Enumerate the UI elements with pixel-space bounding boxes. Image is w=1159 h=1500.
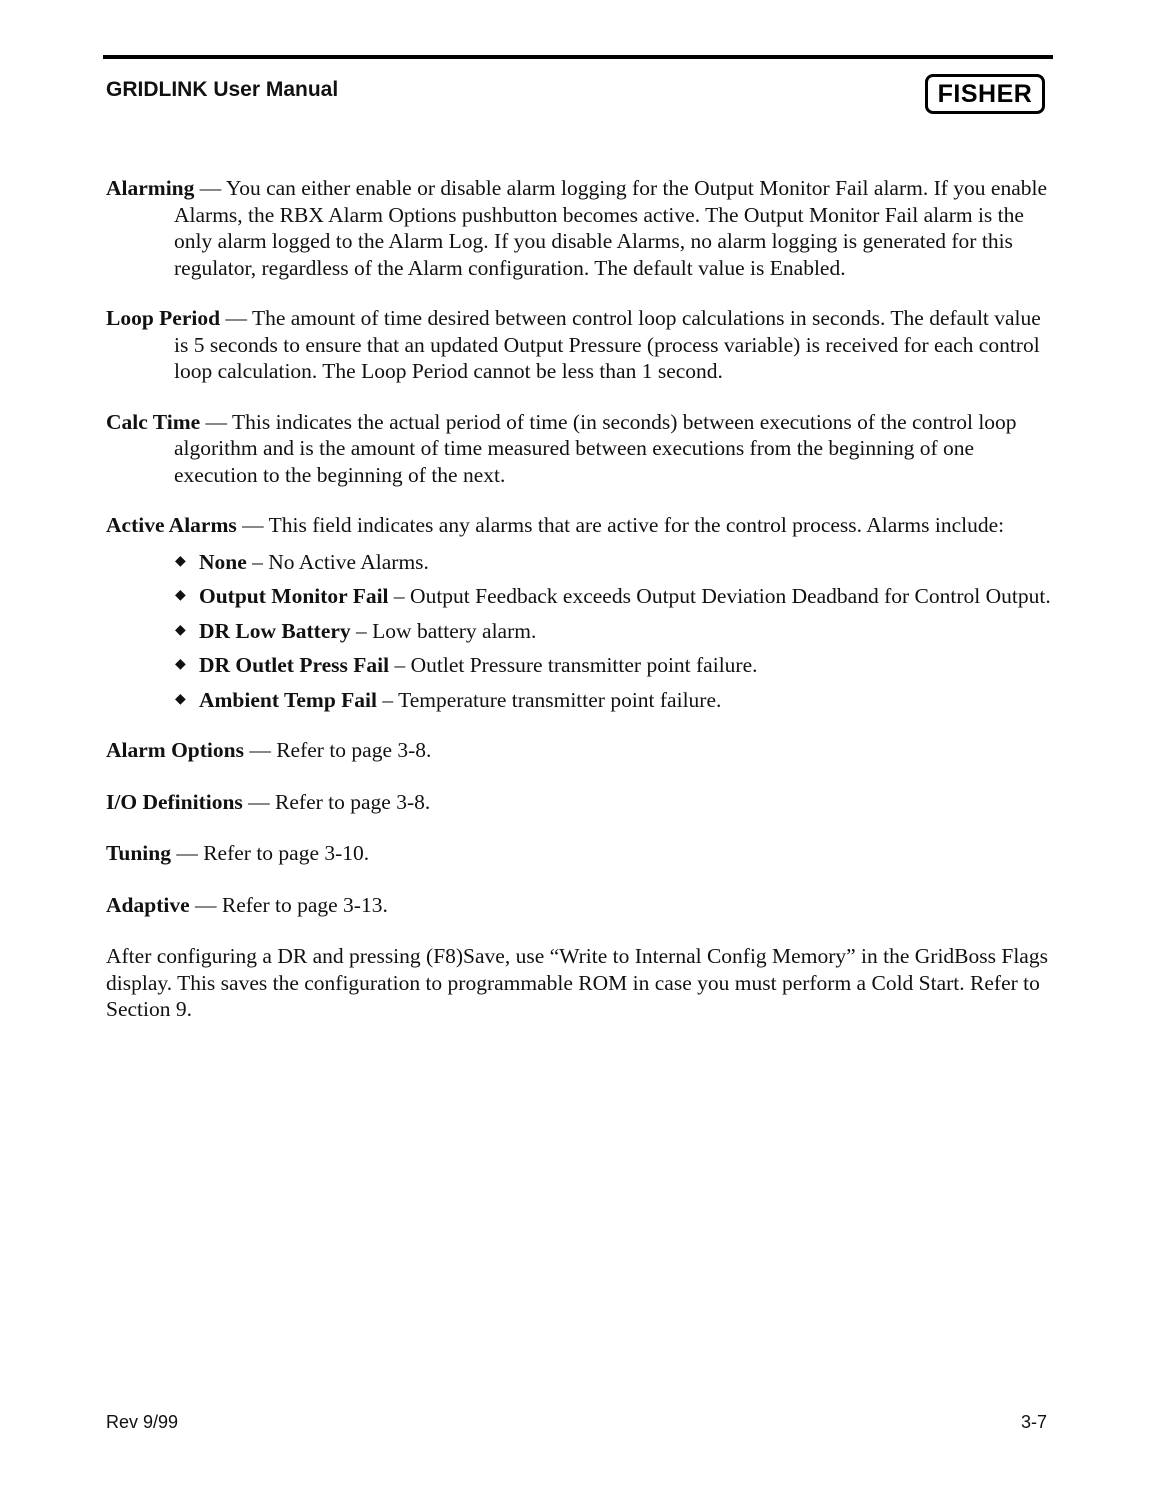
header-rule — [103, 55, 1053, 59]
list-item — [174, 549, 1051, 576]
revision-label: Rev 9/99 — [106, 1412, 179, 1432]
alarm-list — [106, 549, 1051, 714]
definition-term: Loop Period — [106, 306, 221, 330]
definition-term: Alarming — [106, 176, 195, 200]
diamond-bullet-icon: ◆ — [175, 657, 186, 672]
reference-text: — Refer to page 3-13. — [189, 892, 388, 917]
definition-term: Active Alarms — [106, 513, 237, 537]
alarm-text: – Low battery alarm. — [350, 618, 537, 643]
page-body — [106, 175, 1051, 1023]
alarm-term: Output Monitor Fail — [199, 584, 389, 608]
document-title: GRIDLINK User Manual — [106, 78, 339, 101]
diamond-bullet-icon: ◆ — [175, 691, 186, 707]
reference-io-definitions — [106, 789, 1051, 816]
reference-tuning — [106, 840, 1051, 867]
definition-calc-time — [106, 409, 1051, 489]
reference-term: Alarm Options — [106, 738, 244, 762]
definition-text: — This field indicates any alarms that are active for the control process. Alarms include: — [236, 513, 1005, 537]
alarm-term: Ambient Temp Fail — [199, 687, 377, 712]
alarm-term: None — [199, 549, 247, 574]
fisher-logo: FISHER — [925, 74, 1045, 114]
diamond-bullet-icon: ◆ — [175, 588, 186, 603]
definition-active-alarms — [106, 512, 1051, 539]
reference-term: Adaptive — [106, 892, 190, 917]
diamond-bullet-icon: ◆ — [175, 622, 186, 638]
reference-text: — Refer to page 3-8. — [242, 789, 431, 814]
list-item — [174, 618, 1051, 645]
reference-term: Tuning — [106, 841, 171, 865]
definition-loop-period — [106, 305, 1051, 385]
reference-term: I/O Definitions — [106, 789, 243, 814]
diamond-bullet-icon: ◆ — [175, 553, 186, 569]
alarm-term: DR Low Battery — [199, 618, 351, 643]
definition-term: Calc Time — [106, 409, 201, 434]
alarm-text: – Temperature transmitter point failure. — [377, 687, 722, 712]
alarm-text: – Output Feedback exceeds Output Deviation Deadband for Control Output. — [388, 584, 1051, 608]
reference-text: — Refer to page 3-10. — [170, 841, 370, 865]
reference-alarm-options — [106, 737, 1051, 764]
definition-alarming — [106, 175, 1051, 281]
definition-text: — The amount of time desired between control loop calculations in seconds. The default value is 5 seconds to ensure that an updated Output Pressure (process variable) is received for each control loop calculation. The Loop Period cannot be less than 1 second. — [174, 306, 1041, 383]
page-number: 3-7 — [1020, 1412, 1047, 1432]
reference-adaptive — [106, 892, 1051, 919]
alarm-text: – Outlet Pressure transmitter point failure. — [389, 653, 758, 677]
alarm-term: DR Outlet Press Fail — [199, 653, 390, 677]
alarm-text: – No Active Alarms. — [246, 549, 429, 574]
reference-text: — Refer to page 3-8. — [243, 738, 432, 762]
list-item — [174, 583, 1051, 610]
definition-text: — You can either enable or disable alarm logging for the Output Monitor Fail alarm. If you enable Alarms, the RBX Alarm Options pushbutton becomes active. The Output Monitor Fail alarm is the only alarm logged to the Alarm Log. If you disable Alarms, no alarm logging is generated for this regulator, regardless of the Alarm configuration. The default value is Enabled. — [174, 176, 1048, 280]
list-item — [174, 652, 1051, 679]
closing-paragraph: After configuring a DR and pressing (F8)Save, use “Write to Internal Config Memory” in the GridBoss Flags display. This saves the configuration to programmable ROM in case you must perform a Cold Start. Refer to Section 9. — [106, 944, 1048, 1021]
list-item — [174, 687, 1051, 714]
definition-text: — This indicates the actual period of time (in seconds) between executions of the control loop algorithm and is the amount of time measured between executions from the beginning of one execution to the beginning of the next. — [174, 409, 1017, 487]
